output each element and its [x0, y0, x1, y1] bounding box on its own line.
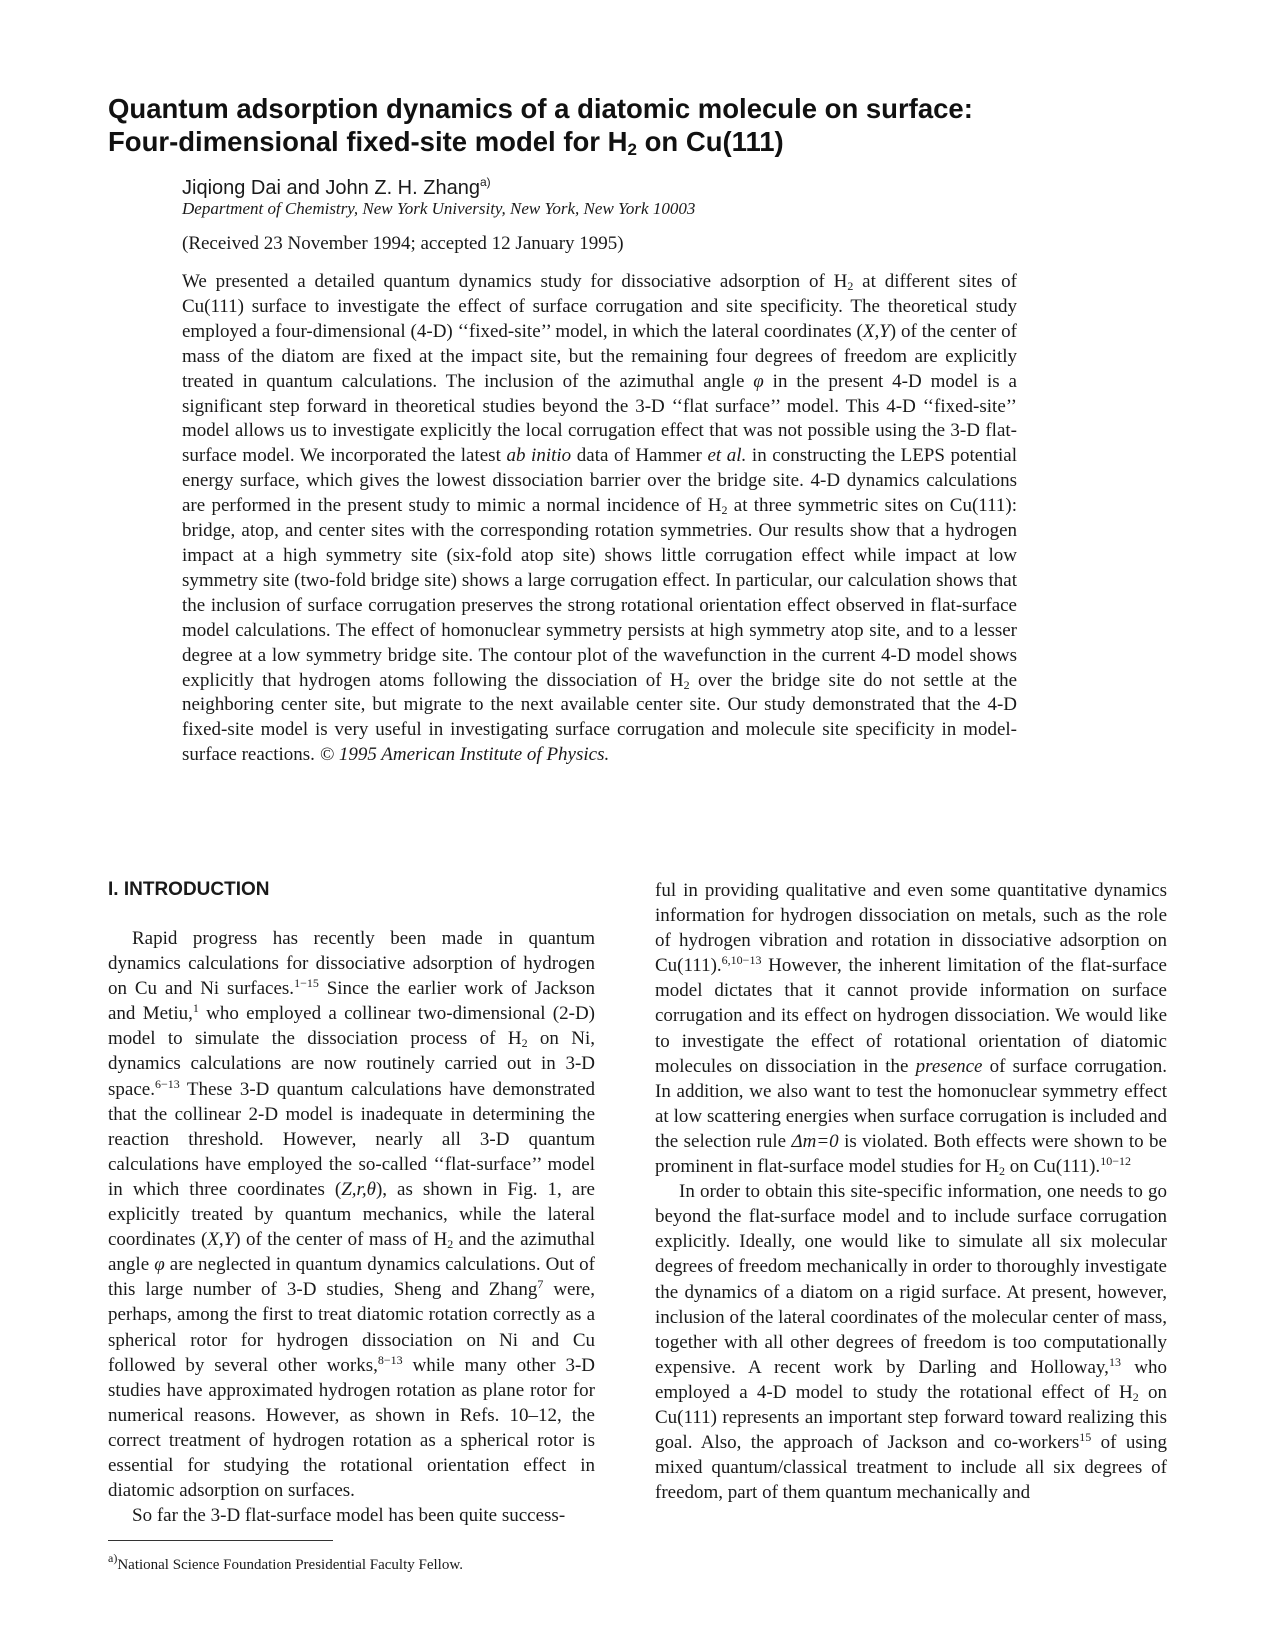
- right-column: [655, 878, 1167, 1505]
- subscript: 2: [999, 1164, 1006, 1179]
- footnote: [108, 1551, 463, 1575]
- author-list: [182, 176, 491, 200]
- abstract-text: at different sites of Cu(111) surface to investigate the effect of surface corrugation and site specificity. The theoretical study employed a four-dimensional (4-D) ‘‘fixed-site’’ model, in which the lateral coordinates (: [182, 271, 1018, 342]
- body-text: In order to obtain this site-specific information, one needs to go beyond the flat-surface model and to include surface corrugation explicitly. Ideally, one would like to simulate all six molecular degrees of freedom mechanically in order to thoroughly investigate the dynamics of a diatom on a rigid surface. At present, however, inclusion of the lateral coordinates of the molecular center of mass, together with all other degrees of freedom is too computationally expensive. A recent work by Darling and Holloway,: [655, 1181, 1167, 1378]
- body-text: on Cu(111) represents an important step forward toward realizing this goal. Also, the approach of Jackson and co-workers: [655, 1381, 1168, 1454]
- math-phi: φ: [753, 370, 764, 392]
- body-text: ), as shown in Fig. 1, are explicitly treated by quantum mechanics, while the lateral coordinates (: [108, 1178, 595, 1251]
- left-column: [108, 879, 595, 1528]
- abstract-text: data of Hammer: [571, 445, 708, 467]
- title-subscript: 2: [627, 140, 637, 159]
- body-text: who employed a collinear two-dimensional (2-D) model to simulate the dissociation process of H: [108, 1003, 595, 1050]
- paragraph: [655, 878, 1167, 1179]
- math-xy: X,Y: [862, 320, 890, 342]
- footnote-mark: a): [108, 1551, 118, 1565]
- math-phi: φ: [154, 1254, 165, 1276]
- citation: 10−12: [1100, 1154, 1131, 1169]
- body-text: are neglected in quantum dynamics calculations. Out of this large number of 3-D studies, Sheng and Zhang: [108, 1254, 595, 1301]
- emphasis-et-al: et al.: [707, 445, 747, 467]
- paragraph: [655, 1179, 1167, 1505]
- citation: 1: [192, 1001, 199, 1016]
- body-text: who employed a 4-D model to study the rotational effect of H: [655, 1356, 1167, 1403]
- subscript: 2: [847, 279, 854, 293]
- footnote-rule: [108, 1540, 333, 1541]
- body-text: of surface corrugation. In addition, we also want to test the homonuclear symmetry effect at low scattering energies when surface corrugation is included and the selection rule: [655, 1055, 1167, 1152]
- body-text: ful in providing qualitative and even some quantitative dynamics information for hydrogen dissociation on metals, such as the role of hydrogen vibration and rotation in dissociative adsorption on Cu(111).: [655, 880, 1167, 977]
- math-xy: X,Y: [207, 1229, 235, 1251]
- abstract-text: over the bridge site do not settle at the neighboring center site, but migrate to the next available center site. Our study demonstrated that the 4-D fixed-site model is very useful in investigating surface corrugation and molecule site specificity in model-surface reactions.: [182, 669, 1018, 766]
- citation: 6,10−13: [721, 953, 762, 968]
- title-line-1: Quantum adsorption dynamics of a diatomic molecule on surface:: [108, 93, 973, 124]
- subscript: 2: [683, 677, 690, 692]
- body-text: on Cu(111).: [1005, 1156, 1101, 1178]
- paper-title: [108, 92, 1108, 158]
- citation: 7: [537, 1277, 544, 1292]
- citation: 13: [1108, 1354, 1121, 1369]
- abstract-text: in the present 4-D model is a significant step forward in theoretical studies beyond the 3-D ‘‘flat surface’’ model. This 4-D ‘‘fixed-site’’ model allows us to investigate explicitly the local corrugation effect that was not possible using the 3-D flat-surface model. We incorporated the latest: [182, 370, 1017, 467]
- math-zrtheta: Z,r,θ: [341, 1178, 376, 1200]
- subscript: 2: [521, 1036, 528, 1051]
- copyright-notice: © 1995 American Institute of Physics.: [319, 744, 610, 766]
- abstract-text: ) of the center of mass of the diatom are fixed at the impact site, but the remaining four degrees of freedom are explicitly treated in quantum calculations. The inclusion of the azimuthal angle: [182, 320, 1017, 392]
- abstract: [182, 270, 1017, 768]
- body-text: while many other 3-D studies have approximated hydrogen rotation as plane rotor for numerical reasons. However, as shown in Refs. 10–12, the correct treatment of hydrogen rotation as a spherical rotor is essential for studying the rotational orientation effect in diatomic adsorption on surfaces.: [108, 1354, 595, 1502]
- body-text: of using mixed quantum/classical treatment to include all six degrees of freedom, part of them quantum mechanically and: [655, 1432, 1167, 1504]
- citation: 1−15: [294, 976, 319, 991]
- emphasis-presence: presence: [915, 1055, 983, 1077]
- body-text: Rapid progress has recently been made in quantum dynamics calculations for dissociative adsorption of hydrogen on Cu and Ni surfaces.: [108, 928, 595, 1000]
- emphasis-ab-initio: ab initio: [506, 445, 572, 467]
- subscript: 2: [1132, 1389, 1139, 1404]
- subscript: 2: [721, 503, 728, 518]
- affiliation: Department of Chemistry, New York University, New York, New York 10003: [182, 199, 696, 218]
- subscript: 2: [447, 1237, 454, 1252]
- body-text: and the azimuthal angle: [108, 1229, 596, 1276]
- section-heading: I. INTRODUCTION: [108, 879, 270, 900]
- abstract-text: in constructing the LEPS potential energy surface, which gives the lowest dissociation barrier over the bridge site. 4-D dynamics calculations are performed in the present study to mimic a normal incidence of H: [182, 445, 1018, 517]
- title-line-2-end: on Cu(111): [636, 126, 784, 157]
- body-text: ) of the center of mass of H: [234, 1229, 448, 1251]
- author-footnote-mark: a): [479, 175, 491, 189]
- citation: 15: [1079, 1430, 1092, 1445]
- received-dates: (Received 23 November 1994; accepted 12 January 1995): [182, 233, 624, 254]
- title-line-2: Four-dimensional fixed-site model for H: [108, 126, 628, 157]
- citation: 8−13: [377, 1352, 403, 1367]
- body-text: Since the earlier work of Jackson and Metiu,: [108, 978, 595, 1025]
- body-text: However, the inherent limitation of the flat-surface model dictates that it cannot provide information on surface corrugation and its effect on hydrogen dissociation. We would like to investigate the effect of rotational orientation of diatomic molecules on dissociation in the: [655, 955, 1167, 1077]
- footnote-text: National Science Foundation Presidential Faculty Fellow.: [117, 1557, 463, 1573]
- math-selection-rule: Δm=0: [791, 1130, 839, 1152]
- citation: 6−13: [154, 1076, 180, 1091]
- body-text: These 3-D quantum calculations have demonstrated that the collinear 2-D model is inadequate in determining the reaction threshold. However, nearly all 3-D quantum calculations have employed the so-called ‘‘flat-surface’’ model in which three coordinates (: [108, 1078, 595, 1200]
- paragraph: [108, 926, 595, 1503]
- abstract-text: at three symmetric sites on Cu(111): bridge, atop, and center sites with the corresponding rotation symmetries. Our results show that a hydrogen impact at a high symmetry site (six-fold atop site) shows little corrugation effect while impact at low symmetry site (two-fold bridge site) shows a large corrugation effect. In particular, our calculation shows that the inclusion of surface corrugation preserves the strong rotational orientation effect observed in flat-surface model calculations. The effect of homonuclear symmetry persists at high symmetry atop site, and to a lesser degree at a low symmetry bridge site. The contour plot of the wavefunction in the current 4-D model shows explicitly that hydrogen atoms following the dissociation of H: [182, 495, 1017, 691]
- abstract-text: We presented a detailed quantum dynamics study for dissociative adsorption of H: [182, 271, 848, 292]
- body-text: were, perhaps, among the first to treat diatomic rotation correctly as a spherical rotor for hydrogen dissociation on Ni and Cu followed by several other works,: [108, 1279, 595, 1376]
- body-text: on Ni, dynamics calculations are now routinely carried out in 3-D space.: [108, 1028, 595, 1100]
- body-text: is violated. Both effects were shown to be prominent in flat-surface model studies for H: [655, 1130, 1167, 1178]
- author-names: Jiqiong Dai and John Z. H. Zhang: [182, 177, 480, 199]
- paragraph: So far the 3-D flat-surface model has been quite success-: [132, 1505, 566, 1527]
